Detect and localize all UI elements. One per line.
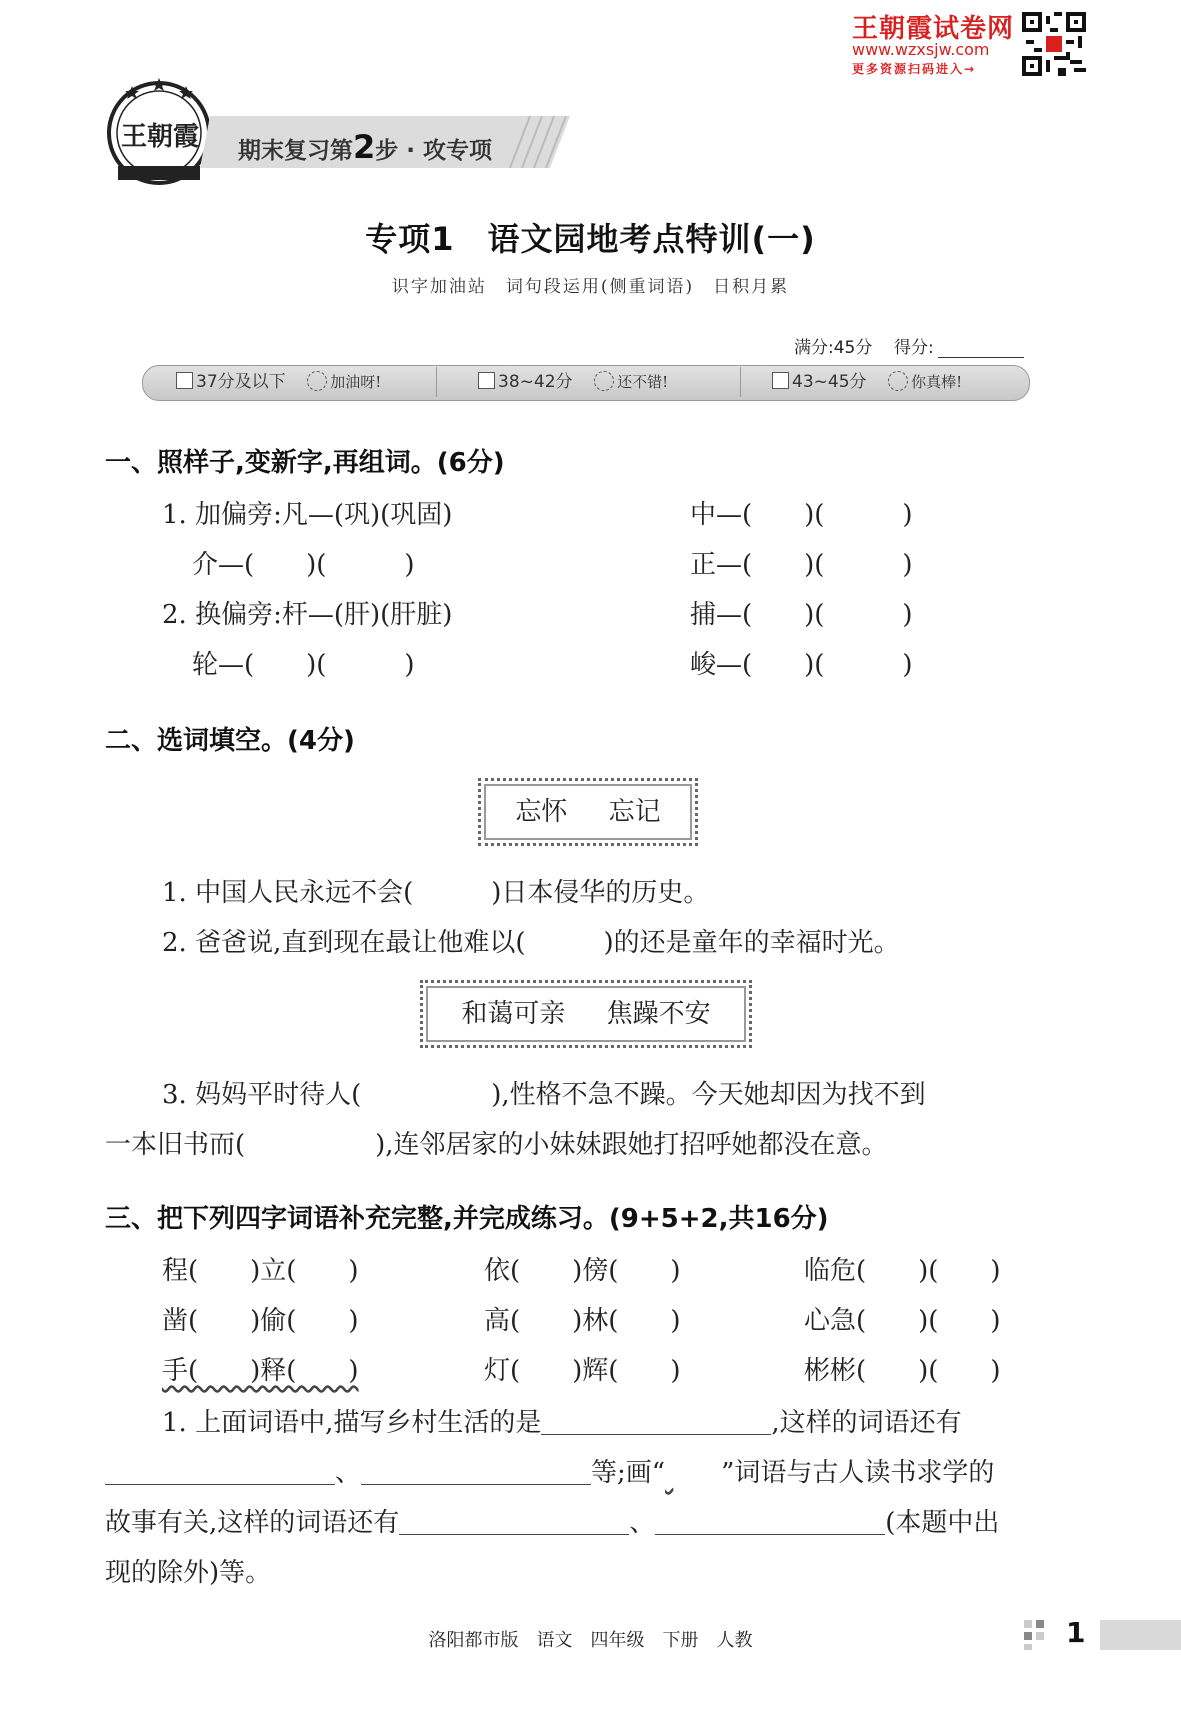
answer-blank[interactable] bbox=[541, 1408, 771, 1435]
grade-checkbox[interactable] bbox=[176, 372, 193, 389]
q1-example: 1. 加偏旁:凡—(巩)(巩固) bbox=[162, 500, 453, 530]
banner-step: 2 bbox=[353, 128, 376, 166]
qr-code-icon bbox=[1022, 12, 1086, 76]
q1-item[interactable]: 中—( )( ) bbox=[690, 500, 913, 530]
exercise-text: ”词语与古人读书求学的 bbox=[721, 1458, 995, 1488]
word-option: 和蔼可亲 bbox=[461, 999, 566, 1029]
q2-item[interactable]: 捕—( )( ) bbox=[690, 600, 913, 630]
grade-checkbox[interactable] bbox=[772, 372, 789, 389]
grade-option bbox=[176, 366, 381, 398]
idiom-blank[interactable]: 灯( )辉( ) bbox=[484, 1356, 681, 1386]
logo-text: 王朝霞 bbox=[120, 122, 199, 152]
idiom-blank[interactable]: 心急( )( ) bbox=[804, 1306, 1001, 1336]
exercise-line bbox=[105, 1502, 999, 1539]
q2-item[interactable]: 峻—( )( ) bbox=[690, 650, 913, 680]
idiom-blank[interactable]: 临危( )( ) bbox=[804, 1256, 1001, 1286]
exercise-text: ,这样的词语还有 bbox=[771, 1408, 962, 1438]
section2-heading: 二、选词填空。(4分) bbox=[105, 726, 355, 756]
section1-heading: 一、照样子,变新字,再组词。(6分) bbox=[105, 448, 505, 478]
grade-option bbox=[478, 366, 668, 398]
answer-blank[interactable] bbox=[105, 1458, 335, 1485]
exercise-text: 等;画“ bbox=[591, 1458, 666, 1488]
score-label: 得分: bbox=[893, 338, 934, 358]
s2-q3-line2[interactable]: 一本旧书而( ),连邻居家的小妹妹跟她打招呼她都没在意。 bbox=[105, 1130, 888, 1160]
score-blank[interactable] bbox=[938, 341, 1024, 358]
exercise-text: (本题中出 bbox=[885, 1508, 1000, 1538]
brand-more-text: 更多资源扫码进入→ bbox=[852, 62, 977, 76]
cheer-face-icon bbox=[307, 371, 327, 391]
answer-blank[interactable] bbox=[655, 1508, 885, 1535]
grade-range: 38~42分 bbox=[498, 372, 573, 392]
idiom-blank[interactable]: 依( )傍( ) bbox=[484, 1256, 681, 1286]
page-subtitle: 识字加油站 词句段运用(侧重词语) 日积月累 bbox=[391, 277, 790, 297]
grade-option bbox=[772, 366, 962, 398]
q2-item[interactable]: 轮—( )( ) bbox=[192, 650, 415, 680]
word-option: 忘怀 bbox=[515, 797, 568, 827]
section3-heading: 三、把下列四字词语补充完整,并完成练习。(9+5+2,共16分) bbox=[105, 1204, 829, 1234]
answer-blank[interactable] bbox=[361, 1458, 591, 1485]
idiom-blank[interactable]: 凿( )偷( ) bbox=[162, 1306, 359, 1336]
page-decoration-icon bbox=[1024, 1620, 1056, 1650]
banner-prefix: 期末复习第 bbox=[238, 138, 353, 164]
exercise-text: 故事有关,这样的词语还有 bbox=[105, 1508, 400, 1538]
grade-divider bbox=[436, 367, 437, 397]
footer-text: 洛阳都市版 语文 四年级 下册 人教 bbox=[428, 1630, 753, 1651]
banner-suffix: 步 · 攻专项 bbox=[375, 138, 493, 164]
brand-name: 王朝霞试卷网 bbox=[852, 14, 1015, 44]
grade-range: 37分及以下 bbox=[196, 372, 286, 392]
word-option: 焦躁不安 bbox=[606, 999, 711, 1029]
page-tab bbox=[1100, 1620, 1181, 1650]
q1-item[interactable]: 正—( )( ) bbox=[690, 550, 913, 580]
grade-cheer: 还不错! bbox=[617, 373, 669, 391]
q1-item[interactable]: 介—( )( ) bbox=[192, 550, 415, 580]
word-option: 忘记 bbox=[608, 797, 661, 827]
brand-url: www.wzxsjw.com bbox=[852, 40, 990, 59]
exercise-text: 、 bbox=[629, 1508, 656, 1538]
full-score: 满分:45分 bbox=[794, 338, 873, 358]
idiom-blank[interactable]: 程( )立( ) bbox=[162, 1256, 359, 1286]
banner-title bbox=[238, 128, 492, 166]
idiom-blank-wavy[interactable]: 手( )释( ) bbox=[162, 1356, 359, 1386]
word-choice-box bbox=[420, 980, 752, 1048]
page-number: 1 bbox=[1066, 1616, 1086, 1649]
exercise-line: 现的除外)等。 bbox=[105, 1558, 272, 1588]
grade-divider bbox=[740, 367, 741, 397]
grade-cheer: 加油呀! bbox=[330, 373, 382, 391]
cheer-face-icon bbox=[594, 371, 614, 391]
s2-q2[interactable]: 2. 爸爸说,直到现在最让他难以( )的还是童年的幸福时光。 bbox=[162, 928, 900, 958]
exercise-text: 、 bbox=[335, 1458, 362, 1488]
q2-example: 2. 换偏旁:杆—(肝)(肝脏) bbox=[162, 600, 453, 630]
answer-blank[interactable] bbox=[399, 1508, 629, 1535]
grade-range: 43~45分 bbox=[792, 372, 867, 392]
s2-q3-line1[interactable]: 3. 妈妈平时待人( ),性格不急不躁。今天她却因为找不到 bbox=[162, 1080, 926, 1110]
grade-checkbox[interactable] bbox=[478, 372, 495, 389]
idiom-blank[interactable]: 高( )林( ) bbox=[484, 1306, 681, 1336]
exercise-line bbox=[105, 1452, 994, 1489]
page-title: 专项1 语文园地考点特训(一) bbox=[365, 220, 816, 258]
word-choice-box bbox=[478, 778, 698, 846]
grade-cheer: 你真棒! bbox=[911, 373, 963, 391]
idiom-blank[interactable]: 彬彬( )( ) bbox=[804, 1356, 1001, 1386]
exercise-line bbox=[162, 1402, 962, 1439]
exercise-text: 1. 上面词语中,描写乡村生活的是 bbox=[162, 1408, 542, 1438]
cheer-face-icon bbox=[888, 371, 908, 391]
s2-q1[interactable]: 1. 中国人民永远不会( )日本侵华的历史。 bbox=[162, 878, 710, 908]
score-line bbox=[794, 333, 1024, 358]
wavy-marker bbox=[665, 1458, 721, 1488]
